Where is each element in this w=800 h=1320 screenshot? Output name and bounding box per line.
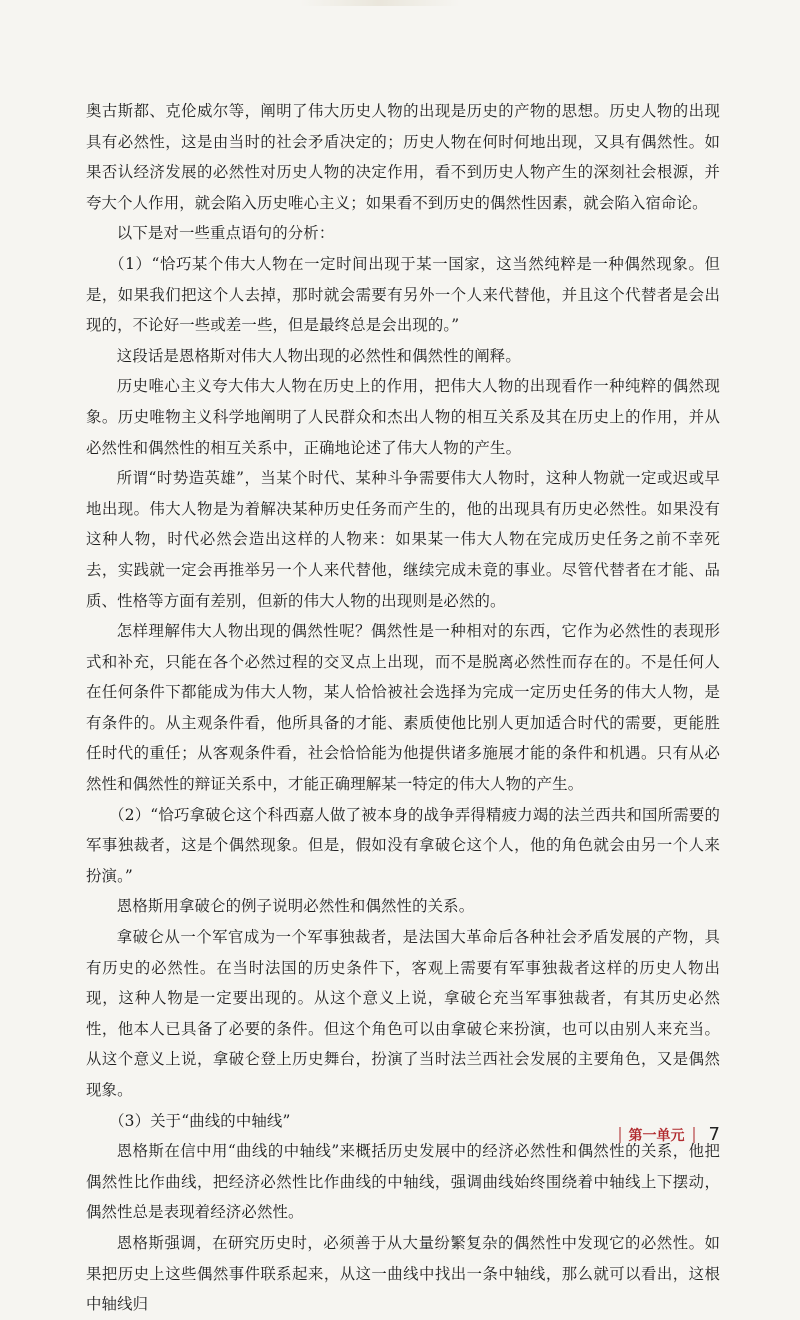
page-number: 7	[708, 1124, 720, 1145]
page-top-edge	[300, 0, 460, 6]
paragraph: 恩格斯在信中用“曲线的中轴线”来概括历史发展中的经济必然性和偶然性的关系，他把偶然性比作曲线，把经济必然性比作曲线的中轴线，强调曲线始终围绕着中轴线上下摆动，偶然性总是表现着经济必然性。	[86, 1142, 720, 1222]
paragraph: 奥古斯都、克伦威尔等，阐明了伟大历史人物的出现是历史的产物的思想。历史人物的出现具有必然性，这是由当时的社会矛盾决定的；历史人物在何时何地出现，又具有偶然性。如果否认经济发展的必然性对历史人物的决定作用，看不到历史人物产生的深刻社会根源，并夸大个人作用，就会陷入历史唯心主义；如果看不到历史的偶然性因素，就会陷入宿命论。	[86, 102, 720, 212]
footer-divider	[619, 1127, 621, 1143]
paragraph: 恩格斯用拿破仑的例子说明必然性和偶然性的关系。	[116, 897, 475, 916]
paragraph: 以下是对一些重点语句的分析：	[116, 224, 335, 243]
quote-paragraph: （1）“恰巧某个伟大人物在一定时间出现于某一国家，这当然纯粹是一种偶然现象。但是，如果我们把这个人去掉，那时就会需要有另外一个人来代替他，并且这个代替者是会出现的，不论好一些或差一些，但是最终总是会出现的。”	[86, 254, 720, 335]
section-heading: （3）关于“曲线的中轴线”	[109, 1111, 291, 1130]
paragraph: 恩格斯强调，在研究历史时，必须善于从大量纷繁复杂的偶然性中发现它的必然性。如果把历史上这些偶然事件联系起来，从这一曲线中找出一条中轴线，那么就可以看出，这根中轴线归	[86, 1233, 720, 1314]
paragraph: 所谓“时势造英雄”，当某个时代、某种斗争需要伟大人物时，这种人物就一定或迟或早地出现。伟大人物是为着解决某种历史任务而产生的，他的出现具有历史必然性。如果没有这种人物，时代必然会造出这样的人物来：如果某一伟大人物在完成历史任务之前不幸死去，实践就一定会再推举另一个人来代替他，继续完成未竟的事业。尽管代替者在才能、品质、性格等方面有差别，但新的伟大人物的出现则是必然的。	[86, 469, 720, 610]
paragraph: 怎样理解伟大人物出现的偶然性呢？偶然性是一种相对的东西，它作为必然性的表现形式和补充，只能在各个必然过程的交叉点上出现，而不是脱离必然性而存在的。不是任何人在任何条件下都能成为伟大人物，某人恰恰被社会选择为完成一定历史任务的伟大人物，是有条件的。从主观条件看，他所具备的才能、素质使他比别人更加适合时代的需要，更能胜任时代的重任；从客观条件看，社会恰恰能为他提供诸多施展才能的条件和机遇。只有从必然性和偶然性的辩证关系中，才能正确理解某一特定的伟大人物的产生。	[86, 622, 720, 794]
footer-divider	[693, 1127, 695, 1143]
footer-unit-label: 第一单元	[628, 1127, 685, 1144]
paragraph: 拿破仑从一个军官成为一个军事独裁者，是法国大革命后各种社会矛盾发展的产物，具有历史的必然性。在当时法国的历史条件下，客观上需要有军事独裁者这样的历史人物出现，这种人物是一定要出现的。从这个意义上说，拿破仑充当军事独裁者，有其历史必然性，他本人已具备了必要的条件。但这个角色可以由拿破仑来扮演，也可以由别人来充当。从这个意义上说，拿破仑登上历史舞台，扮演了当时法兰西社会发展的主要角色，又是偶然现象。	[86, 928, 720, 1099]
paragraph: 历史唯心主义夸大伟大人物在历史上的作用，把伟大人物的出现看作一种纯粹的偶然现象。历史唯物主义科学地阐明了人民群众和杰出人物的相互关系及其在历史上的作用，并从必然性和偶然性的相互关系中，正确地论述了伟大人物的产生。	[86, 377, 720, 457]
paragraph: 这段话是恩格斯对伟大人物出现的必然性和偶然性的阐释。	[116, 346, 521, 365]
page-footer	[611, 1124, 720, 1145]
quote-paragraph: （2）“恰巧拿破仑这个科西嘉人做了被本身的战争弄得精疲力竭的法兰西共和国所需要的军事独裁者，这是个偶然现象。但是，假如没有拿破仑这个人，他的角色就会由另一个人来扮演。”	[86, 805, 720, 885]
